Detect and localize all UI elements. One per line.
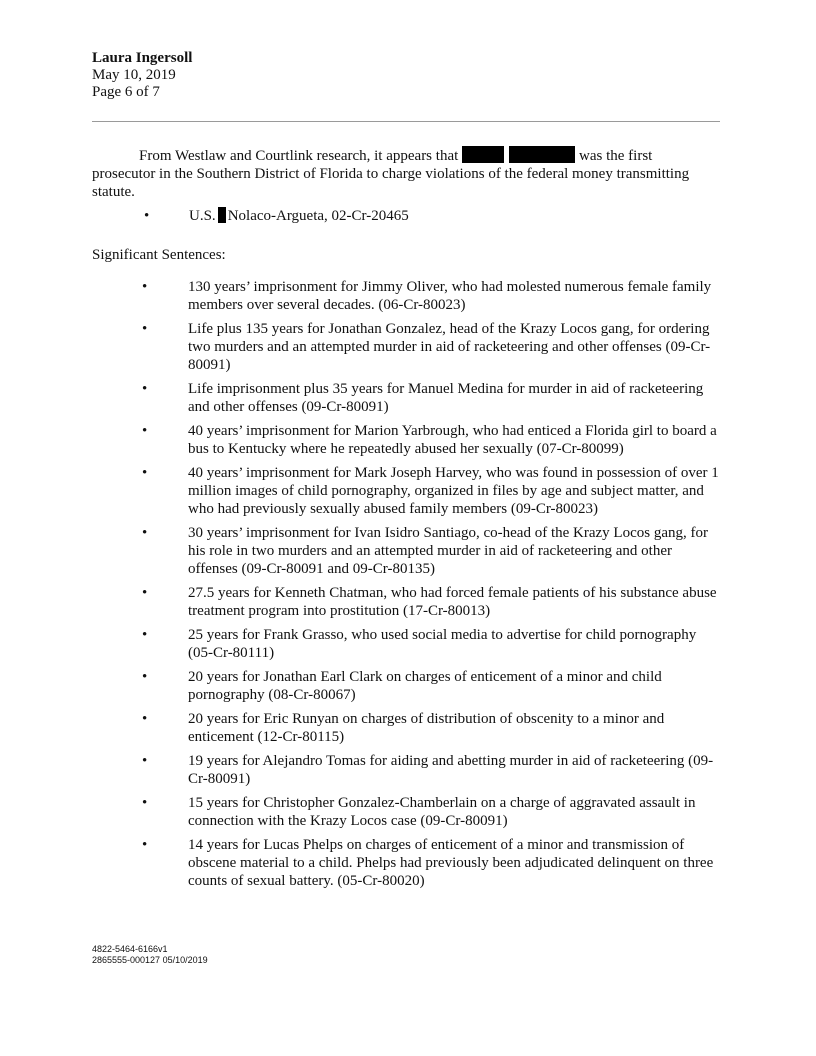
case-suffix: Nolaco-Argueta, 02-Cr-20465 [227, 208, 409, 224]
list-item [142, 464, 722, 518]
list-item-text: 25 years for Frank Grasso, who used social media to advertise for child pornography (05-Cr-80111) [188, 627, 697, 661]
intro-text-end: was the first prosecutor in the Southern District of Florida to charge violations of the federal money transmitting statute. [92, 148, 690, 200]
list-item-text: 19 years for Alejandro Tomas for aiding and abetting murder in aid of racketeering (09-Cr-80091) [188, 753, 714, 787]
list-item [142, 836, 722, 890]
bullet: • [142, 423, 148, 439]
list-item-text: 14 years for Lucas Phelps on charges of enticement of a minor and transmission of obscene material to a child. Phelps had previously been adjudicated delinquent on three counts of sexual battery. (05-Cr-80020) [188, 837, 714, 889]
bullet: • [142, 627, 148, 643]
list-item-text: 15 years for Christopher Gonzalez-Chamberlain on a charge of aggravated assault in connection with the Krazy Locos case (09-Cr-80091) [188, 795, 696, 829]
list-item-text: 20 years for Eric Runyan on charges of distribution of obscenity to a minor and enticement (12-Cr-80115) [188, 711, 665, 745]
header-divider [92, 121, 720, 122]
list-item-text: 40 years’ imprisonment for Marion Yarbrough, who had enticed a Florida girl to board a bus to Kentucky where he repeatedly abused her sexually (07-Cr-80099) [188, 423, 717, 457]
list-item [142, 668, 722, 704]
redaction-block [462, 146, 504, 163]
bullet: • [142, 837, 148, 853]
bullet: • [142, 321, 148, 337]
list-item-text: 30 years’ imprisonment for Ivan Isidro Santiago, co-head of the Krazy Locos gang, for his role in two murders and an attempted murder in aid of racketeering and other offenses (09-Cr-80091 and 09-Cr-80135) [188, 525, 708, 577]
sentences-list [142, 278, 722, 896]
bullet: • [142, 279, 148, 295]
list-item-text: 27.5 years for Kenneth Chatman, who had forced female patients of his substance abuse treatment program into prostitution (17-Cr-80013) [188, 585, 717, 619]
bullet: • [142, 753, 148, 769]
bullet: • [142, 585, 148, 601]
list-item-text: 20 years for Jonathan Earl Clark on charges of enticement of a minor and child pornography (08-Cr-80067) [188, 669, 662, 703]
list-item [142, 278, 722, 314]
intro-paragraph [92, 146, 712, 201]
bullet: • [144, 208, 150, 224]
footer-matter-id: 2865555-000127 05/10/2019 [92, 955, 208, 965]
document-footer [92, 944, 208, 966]
list-item-text: Life imprisonment plus 35 years for Manuel Medina for murder in aid of racketeering and other offenses (09-Cr-80091) [188, 381, 704, 415]
list-item [142, 584, 722, 620]
bullet: • [142, 795, 148, 811]
bullet: • [142, 711, 148, 727]
redaction-block [218, 207, 226, 223]
footer-doc-id: 4822-5464-6166v1 [92, 944, 168, 954]
list-item [142, 524, 722, 578]
list-item [142, 320, 722, 374]
bullet: • [142, 465, 148, 481]
bullet: • [142, 669, 148, 685]
list-item [142, 422, 722, 458]
letter-header [92, 50, 192, 101]
author-name: Laura Ingersoll [92, 50, 193, 66]
case-citation [144, 207, 409, 225]
case-prefix: U.S. [189, 208, 216, 224]
list-item-text: 40 years’ imprisonment for Mark Joseph Harvey, who was found in possession of over 1 million images of child pornography, organized in files by age and subject matter, and who had previously sexually abused family members (09-Cr-80023) [188, 465, 719, 517]
list-item [142, 380, 722, 416]
list-item-text: 130 years’ imprisonment for Jimmy Oliver, who had molested numerous female family members over several decades. (06-Cr-80023) [188, 279, 712, 313]
letter-date: May 10, 2019 [92, 67, 176, 83]
bullet: • [142, 525, 148, 541]
list-item-text: Life plus 135 years for Jonathan Gonzalez, head of the Krazy Locos gang, for ordering two murders and an attempted murder in aid of racketeering and other offenses (09-Cr-80091) [188, 321, 711, 373]
list-item [142, 752, 722, 788]
list-item [142, 794, 722, 830]
list-item [142, 626, 722, 662]
redaction-block [509, 146, 575, 163]
list-item [142, 710, 722, 746]
page-number: Page 6 of 7 [92, 84, 160, 100]
bullet: • [142, 381, 148, 397]
section-heading: Significant Sentences: [92, 247, 226, 263]
intro-text-start: From Westlaw and Courtlink research, it appears that [139, 148, 459, 164]
